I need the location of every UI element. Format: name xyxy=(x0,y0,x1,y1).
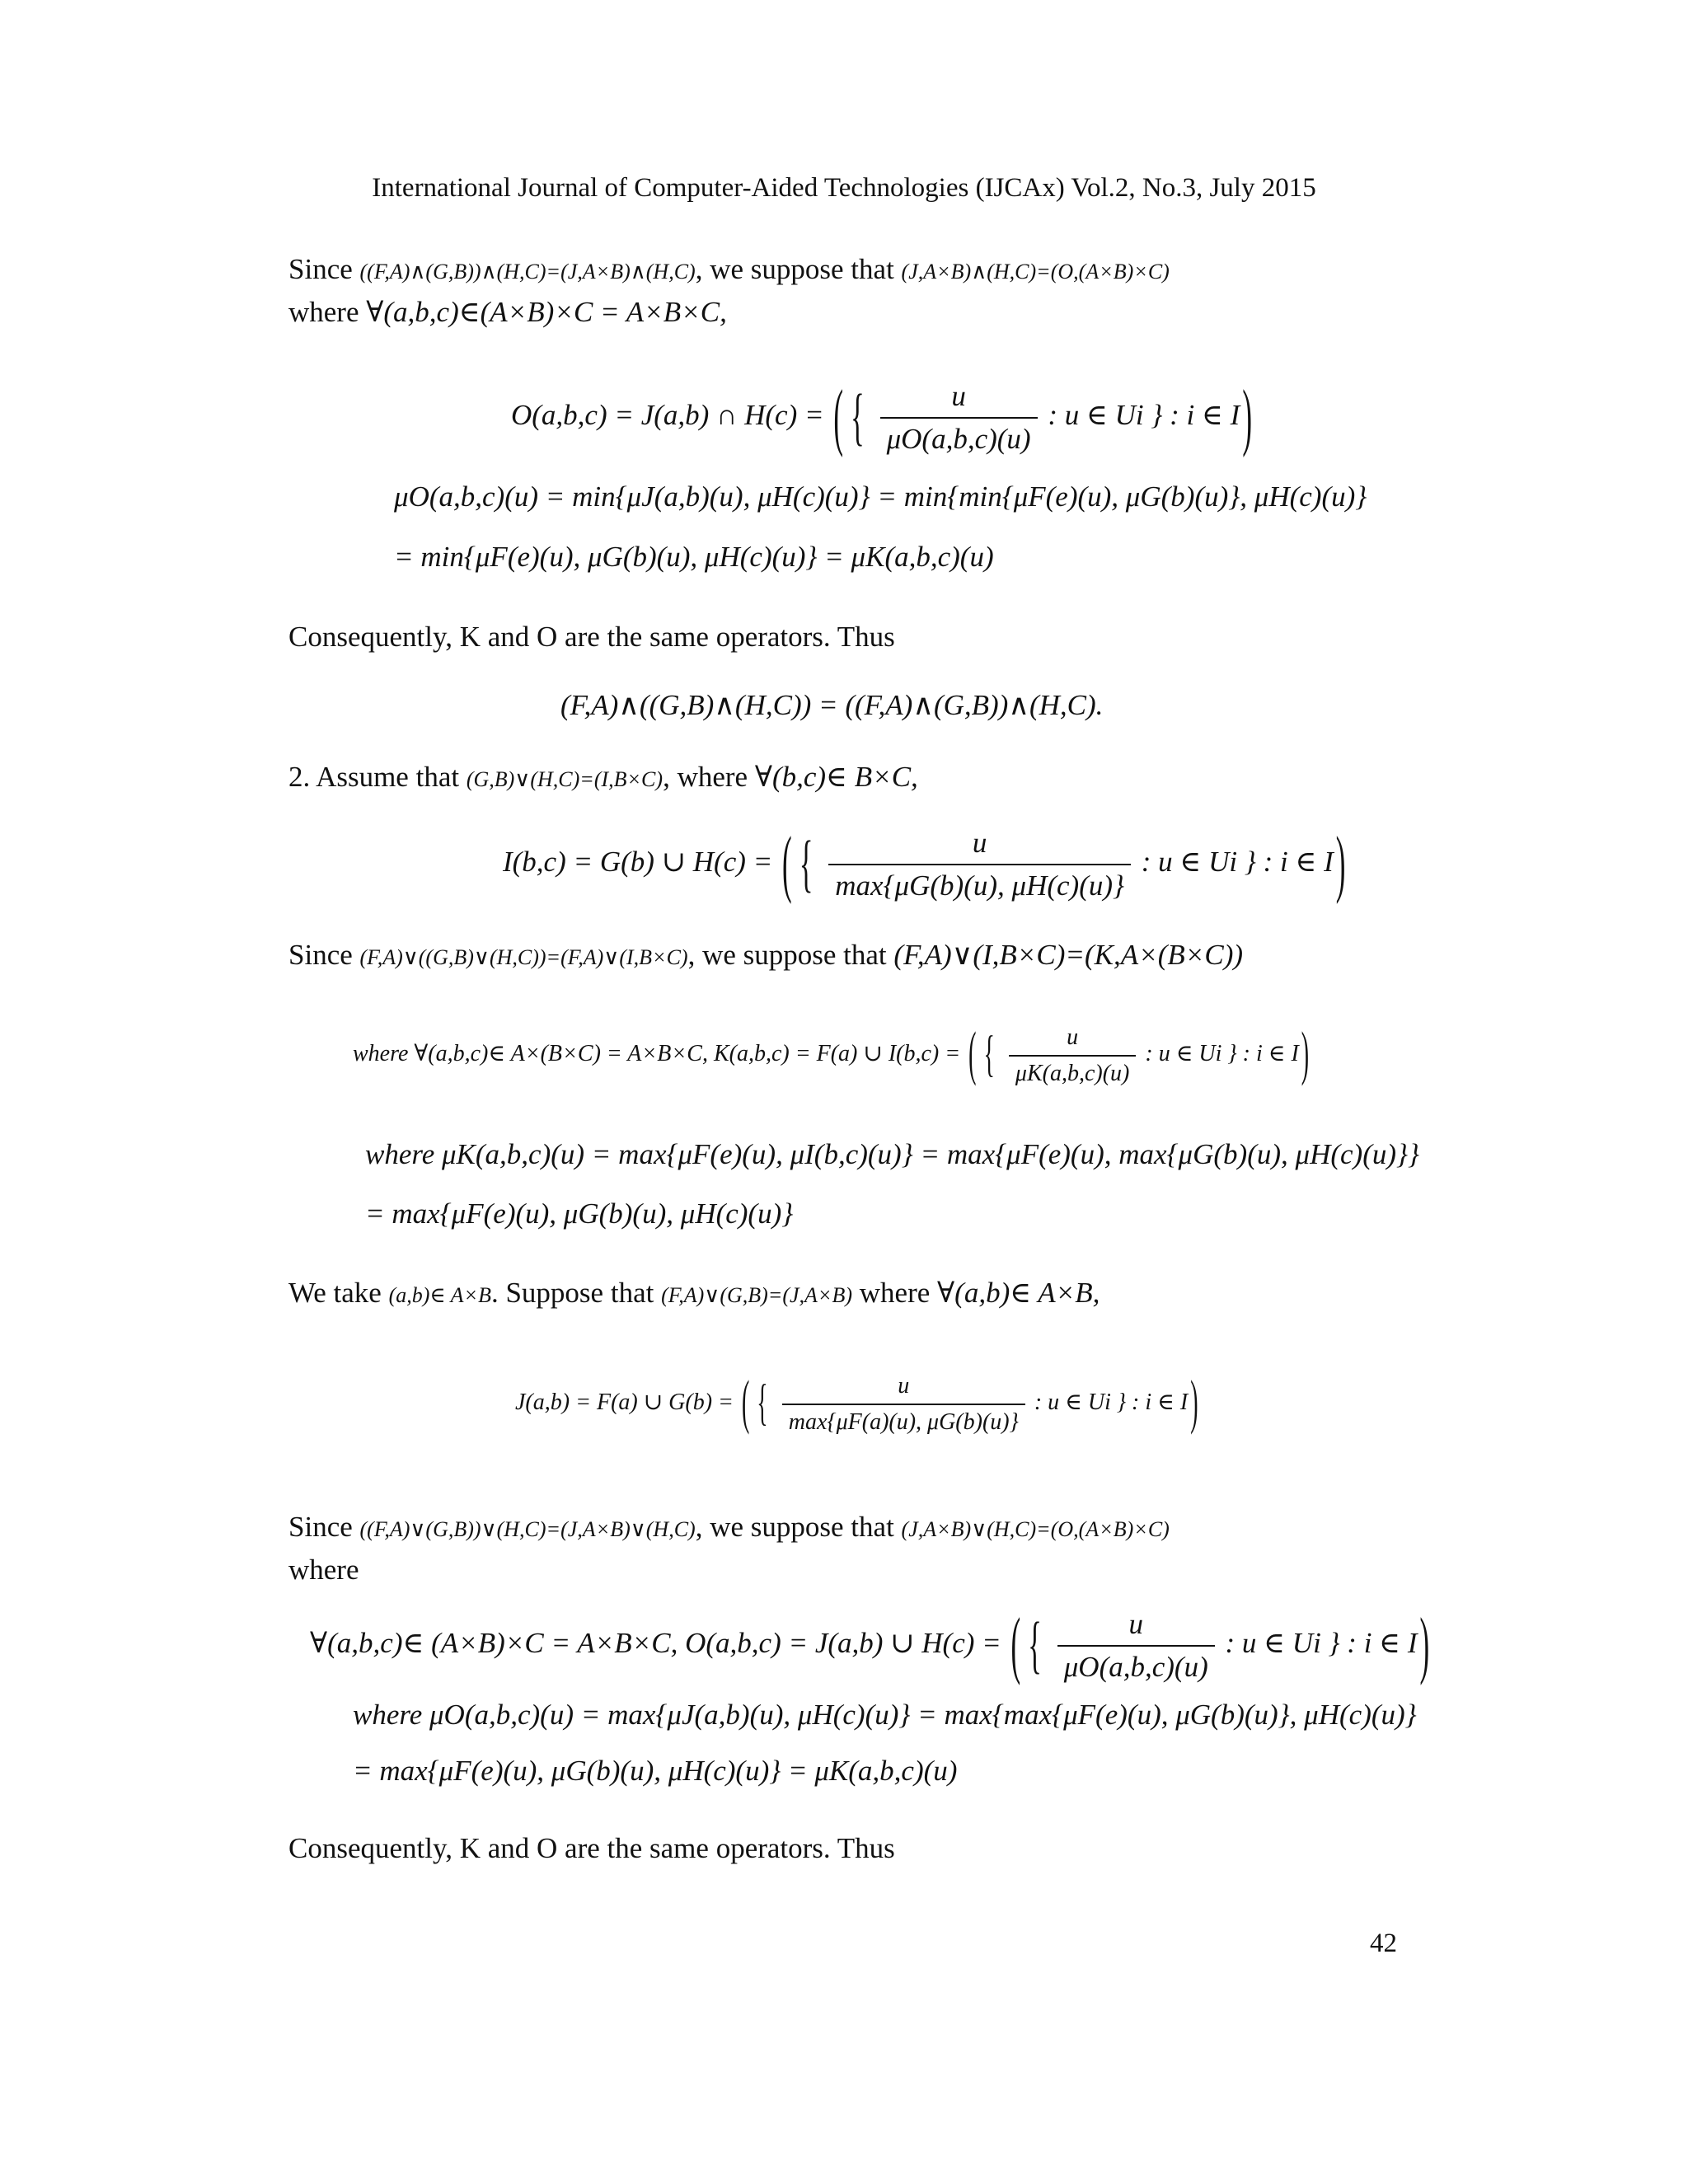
equation-J-def: J(a,b) = F(a) ∪ G(b) = ( { $\frac{u}{\max\{\mu F(a)(u), \mu G(b)(u)\}}$ : u ∈ Ui } : i ∈ I ) xyxy=(515,1370,1198,1437)
assume-line: 2. Assume that (G,B)∨(H,C)=(I,B×C), where ∀(b,c)∈ B×C, xyxy=(288,761,918,793)
equation-mu-O2-2: = max{μF(e)(u), μG(b)(u), μH(c)(u)} = μK(a,b,c)(u) xyxy=(353,1755,958,1787)
math-suppose-expr-1: (J,A×B)∧(H,C)=(O,(A×B)×C) xyxy=(901,260,1170,284)
fraction-O: $\frac{u}{\mu O(a,b,c)(u)}$ xyxy=(880,379,1038,457)
we-take-line: We take (a,b)∈ A×B. Suppose that (F,A)∨(G,B)=(J,A×B) where ∀(a,b)∈ A×B, xyxy=(288,1277,1100,1309)
where-line-3: where xyxy=(288,1554,359,1586)
equation-mu-K: where μK(a,b,c)(u) = max{μF(e)(u), μI(b,c)(u)} = max{μF(e)(u), max{μG(b)(u), μH(c)(u)}} xyxy=(365,1138,1420,1170)
math-forall-ab: ∀(a,b)∈ A×B, xyxy=(937,1277,1100,1309)
equation-O2-def: ∀(a,b,c)∈ (A×B)×C = A×B×C, O(a,b,c) = J(a,b) ∪ H(c) = ( { $\frac{u}{\mu O(a,b,c)(u)}$ : u ∈ Ui } : i ∈ I) xyxy=(310,1603,1430,1687)
fraction-I: $\frac{u}{\max\{\mu G(b)(u), \mu H(c)(u)\}}$ xyxy=(828,826,1131,903)
consequently-line-1: Consequently, K and O are the same operators. Thus xyxy=(288,621,895,653)
equation-assoc-and: (F,A)∧((G,B)∧(H,C)) = ((F,A)∧(G,B))∧(H,C). xyxy=(560,689,1104,721)
where-line-1: where ∀(a,b,c)∈(A×B)×C = A×B×C, xyxy=(288,296,727,328)
equation-O-def: O(a,b,c) = J(a,b) ∩ H(c) = ( { $\frac{u}{\mu O(a,b,c)(u)}$ : u ∈ Ui } : i ∈ I) xyxy=(511,375,1252,459)
math-since-expr-2: (F,A)∨((G,B)∨(H,C))=(F,A)∨(I,B×C) xyxy=(359,945,688,969)
math-suppose-expr-3: (F,A)∨(G,B)=(J,A×B) xyxy=(661,1283,853,1307)
since-line-1: Since ((F,A)∧(G,B))∧(H,C)=(J,A×B)∧(H,C), we suppose that (J,A×B)∧(H,C)=(O,(A×B)×C) xyxy=(288,253,1170,285)
equation-K-def: where ∀(a,b,c)∈ A×(B×C) = A×B×C, K(a,b,c) = F(a) ∪ I(b,c) = ( { $\frac{u}{\mu K(a,b,c)(u)}$ : u ∈ Ui } : i ∈ I ) xyxy=(353,1021,1310,1089)
math-assume-expr: (G,B)∨(H,C)=(I,B×C) xyxy=(466,767,663,791)
math-suppose-expr-4: (J,A×B)∨(H,C)=(O,(A×B)×C) xyxy=(901,1517,1170,1541)
fraction-K: $\frac{u}{\mu K(a,b,c)(u)}$ xyxy=(1009,1024,1136,1087)
fraction-O2: $\frac{u}{\mu O(a,b,c)(u)}$ xyxy=(1057,1607,1215,1685)
equation-mu-O: μO(a,b,c)(u) = min{μJ(a,b)(u), μH(c)(u)} = min{min{μF(e)(u), μG(b)(u)}, μH(c)(u)} xyxy=(394,480,1367,513)
math-forall-bc: ∀(b,c)∈ B×C, xyxy=(754,761,918,793)
math-take-expr: (a,b)∈ A×B xyxy=(388,1283,491,1307)
math-suppose-expr-2: (F,A)∨(I,B×C)=(K,A×(B×C)) xyxy=(893,939,1244,971)
math-since-expr-3: ((F,A)∨(G,B))∨(H,C)=(J,A×B)∨(H,C) xyxy=(359,1517,696,1541)
consequently-line-2: Consequently, K and O are the same operators. Thus xyxy=(288,1832,895,1864)
equation-mu-O2: where μO(a,b,c)(u) = max{μJ(a,b)(u), μH(c)(u)} = max{max{μF(e)(u), μG(b)(u)}, μH(c)(u)} xyxy=(353,1699,1417,1731)
equation-mu-K-2: = max{μF(e)(u), μG(b)(u), μH(c)(u)} xyxy=(365,1197,794,1230)
journal-header: International Journal of Computer-Aided Technologies (IJCAx) Vol.2, No.3, July 2015 xyxy=(372,173,1316,203)
fraction-J: $\frac{u}{\max\{\mu F(a)(u), \mu G(b)(u)\}}$ xyxy=(782,1372,1025,1436)
equation-mu-O-2: = min{μF(e)(u), μG(b)(u), μH(c)(u)} = μK(a,b,c)(u) xyxy=(394,541,994,573)
math-since-expr-1: ((F,A)∧(G,B))∧(H,C)=(J,A×B)∧(H,C) xyxy=(359,260,696,284)
since-line-3: Since ((F,A)∨(G,B))∨(H,C)=(J,A×B)∨(H,C), we suppose that (J,A×B)∨(H,C)=(O,(A×B)×C) xyxy=(288,1511,1170,1543)
since-line-2: Since (F,A)∨((G,B)∨(H,C))=(F,A)∨(I,B×C), we suppose that (F,A)∨(I,B×C)=(K,A×(B×C)) xyxy=(288,939,1244,971)
math-forall-1: ∀(a,b,c)∈(A×B)×C = A×B×C, xyxy=(366,296,727,328)
equation-I-def: I(b,c) = G(b) ∪ H(c) = ( { $\frac{u}{\max\{\mu G(b)(u), \mu H(c)(u)\}}$ : u ∈ Ui } : i ∈ I) xyxy=(503,822,1346,906)
page-number: 42 xyxy=(1370,1929,1397,1958)
